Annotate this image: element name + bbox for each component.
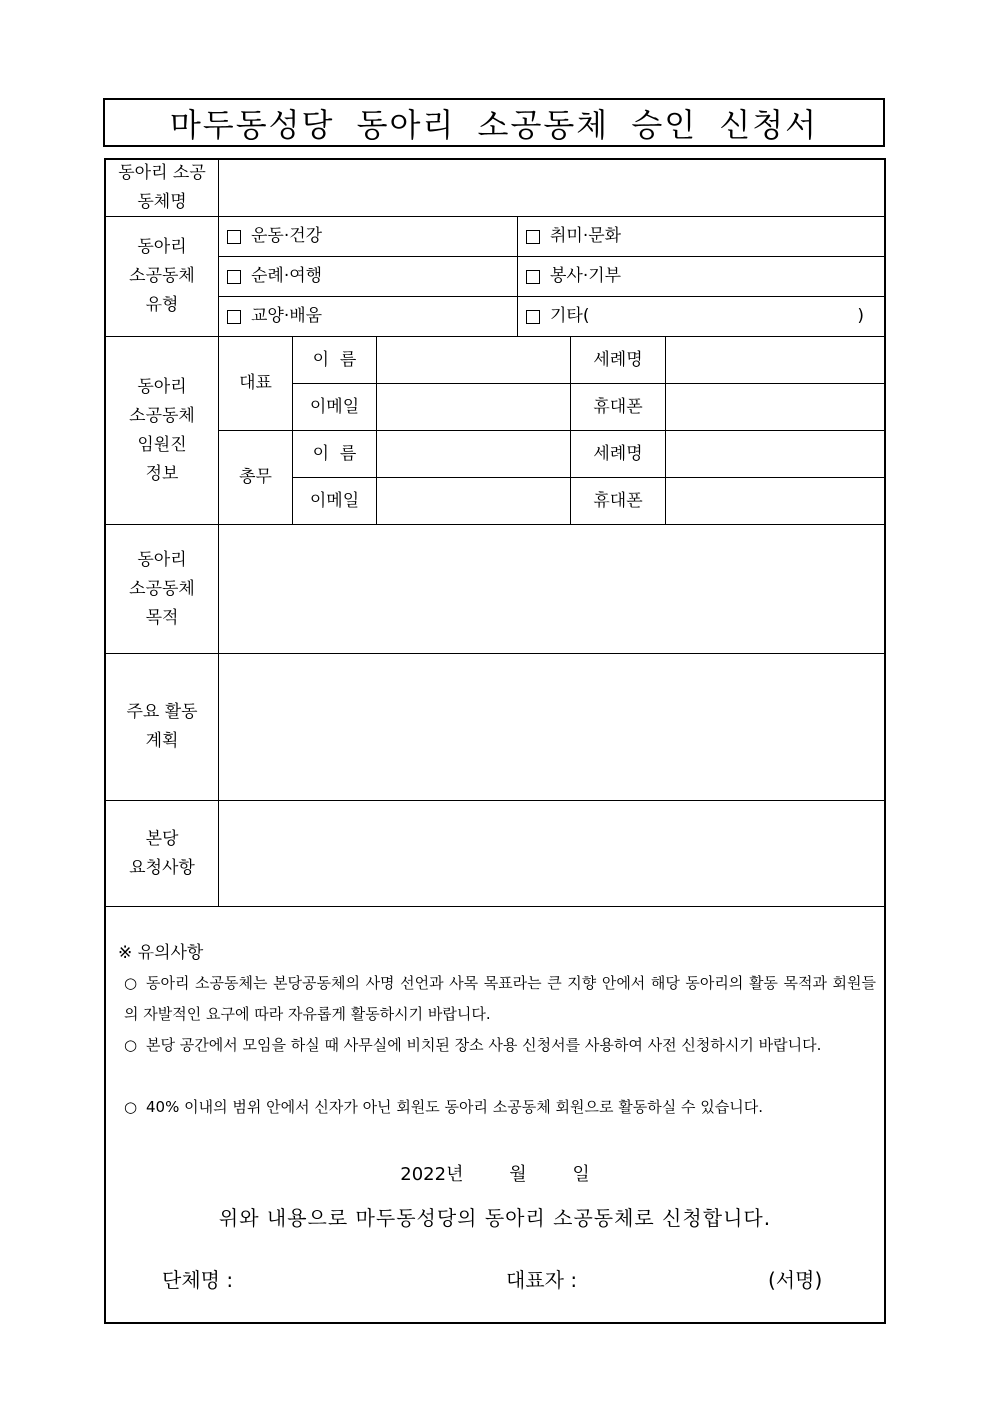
circle-bullet-icon: ○	[124, 974, 138, 992]
type-option-other[interactable]: 기타( )	[518, 297, 884, 337]
group-name-label: 동아리 소공동체명	[106, 160, 219, 217]
type-option-education[interactable]: 교양·배움	[219, 297, 518, 337]
rep-baptism-input[interactable]	[666, 337, 884, 384]
group-name-sign-label: 단체명 :	[162, 1268, 234, 1292]
type-option-hobby[interactable]: 취미·문화	[518, 217, 884, 257]
circle-bullet-icon: ○	[124, 1036, 138, 1054]
type-label-line3: 유형	[145, 295, 179, 315]
rep-name-label: 이 름	[293, 337, 377, 384]
type-option-sports[interactable]: 운동·건강	[219, 217, 518, 257]
form-title: 마두동성당 동아리 소공동체 승인 신청서	[103, 98, 885, 147]
rep-email-label: 이메일	[293, 384, 377, 431]
rep-baptism-label: 세례명	[571, 337, 666, 384]
signature-line	[106, 1264, 884, 1294]
sec-email-label: 이메일	[293, 478, 377, 525]
checkbox-icon[interactable]	[227, 310, 241, 324]
note-item-3: ○ 40% 이내의 범위 안에서 신자가 아닌 회원도 동아리 소공동체 회원으로 활동하실 수 있습니다.	[124, 1092, 876, 1123]
rep-name-input[interactable]	[377, 337, 571, 384]
circle-bullet-icon: ○	[124, 1098, 138, 1116]
rep-phone-input[interactable]	[666, 384, 884, 431]
representative-sign-label: 대표자 :	[506, 1268, 578, 1292]
request-input[interactable]	[219, 801, 884, 907]
purpose-label: 동아리 소공동체 목적	[106, 525, 219, 654]
sec-name-input[interactable]	[377, 431, 571, 478]
other-close-paren: )	[857, 306, 864, 326]
purpose-input[interactable]	[219, 525, 884, 654]
checkbox-icon[interactable]	[227, 230, 241, 244]
sec-phone-label: 휴대폰	[571, 478, 666, 525]
notes-title: ※ 유의사항	[118, 943, 204, 963]
checkbox-icon[interactable]	[526, 270, 540, 284]
sec-email-input[interactable]	[377, 478, 571, 525]
sec-phone-input[interactable]	[666, 478, 884, 525]
note-item-1: ○ 동아리 소공동체는 본당공동체의 사명 선언과 사목 목표라는 큰 지향 안에서 해당 동아리의 활동 목적과 회원들의 자발적인 요구에 따라 자유롭게 활동하시기 바랍니다.	[124, 968, 876, 1030]
officers-label: 동아리 소공동체 임원진 정보	[106, 337, 219, 525]
date-line: 2022년 월 일	[400, 1164, 590, 1185]
checkbox-icon[interactable]	[526, 230, 540, 244]
type-label-line1: 동아리	[137, 237, 187, 257]
sec-baptism-label: 세례명	[571, 431, 666, 478]
rep-phone-label: 휴대폰	[571, 384, 666, 431]
plan-label: 주요 활동 계획	[106, 654, 219, 801]
plan-input[interactable]	[219, 654, 884, 801]
signature-label: (서명)	[768, 1268, 823, 1292]
representative-label: 대표	[219, 337, 293, 431]
secretary-label: 총무	[219, 431, 293, 525]
group-name-input[interactable]	[219, 160, 884, 217]
group-type-label	[106, 217, 219, 337]
request-label: 본당 요청사항	[106, 801, 219, 907]
checkbox-icon[interactable]	[227, 270, 241, 284]
application-form	[104, 158, 886, 1324]
checkbox-icon[interactable]	[526, 310, 540, 324]
sec-name-label: 이 름	[293, 431, 377, 478]
apply-statement: 위와 내용으로 마두동성당의 동아리 소공동체로 신청합니다.	[218, 1206, 772, 1230]
note-item-2: ○ 본당 공간에서 모임을 하실 때 사무실에 비치된 장소 사용 신청서를 사용하여 사전 신청하시기 바랍니다.	[124, 1030, 876, 1061]
sec-baptism-input[interactable]	[666, 431, 884, 478]
type-option-pilgrimage[interactable]: 순례·여행	[219, 257, 518, 297]
type-label-line2: 소공동체	[129, 266, 195, 286]
type-option-service[interactable]: 봉사·기부	[518, 257, 884, 297]
rep-email-input[interactable]	[377, 384, 571, 431]
